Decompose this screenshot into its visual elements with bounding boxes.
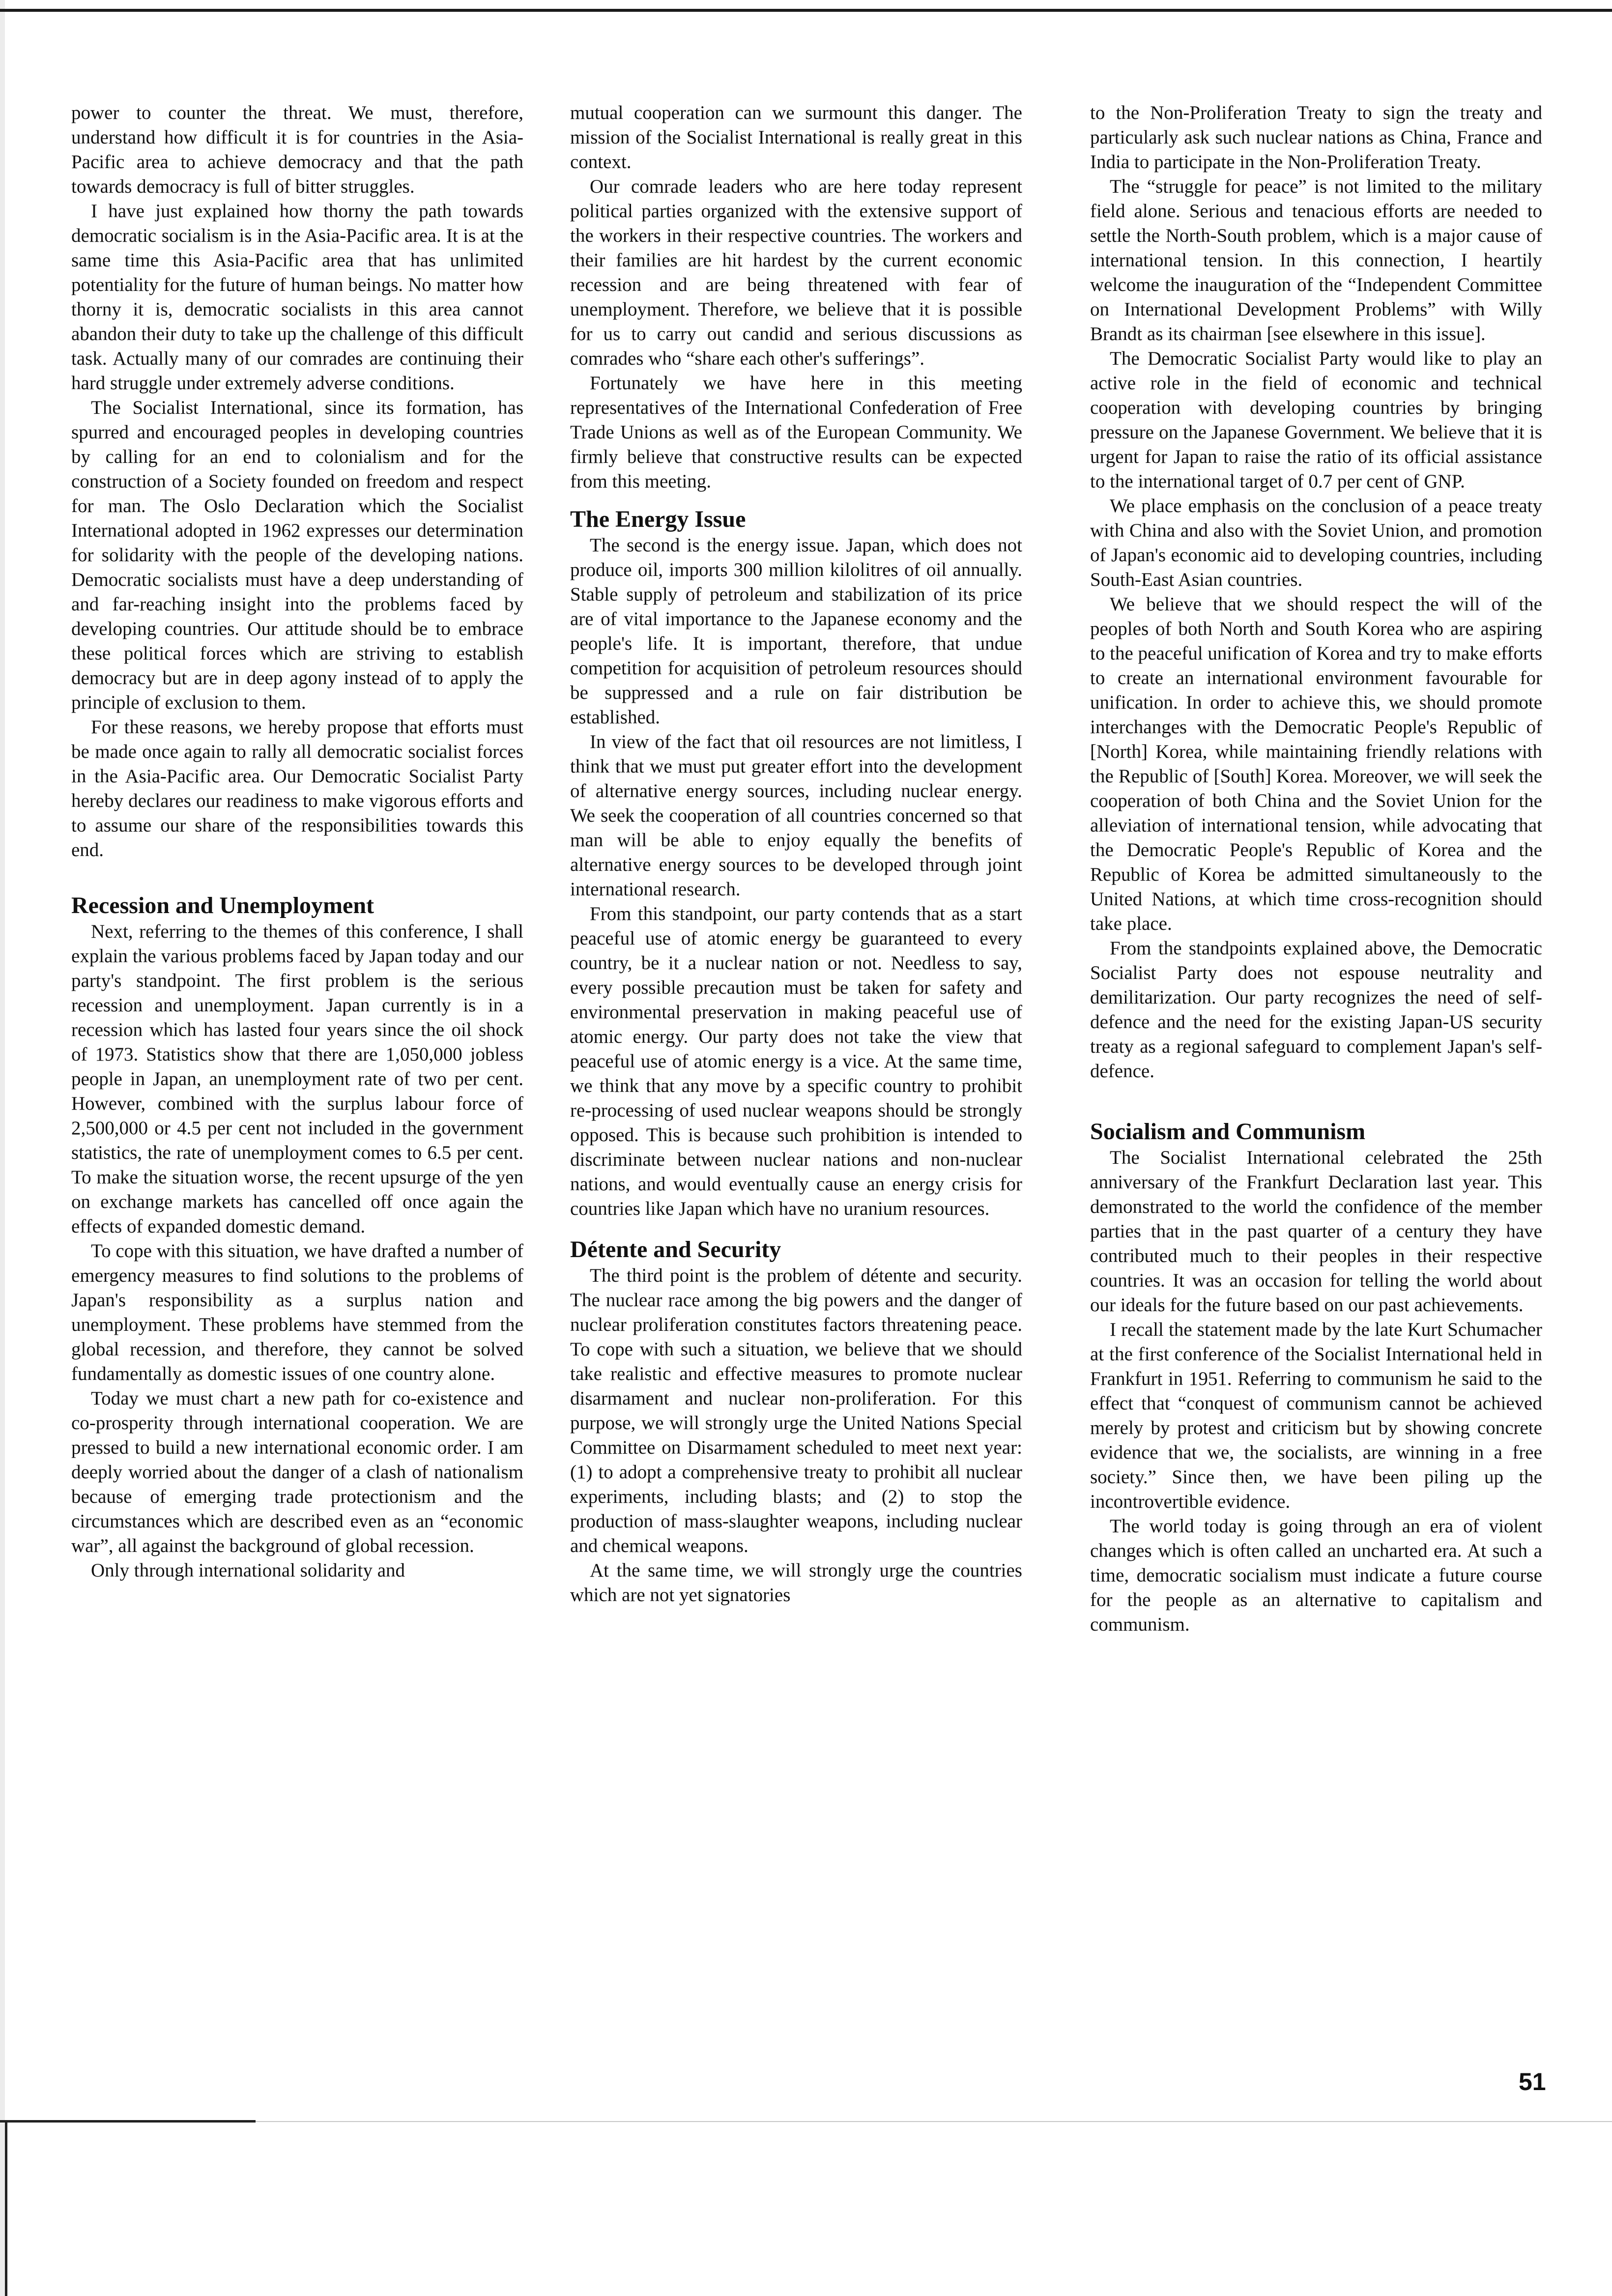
paragraph: power to counter the threat. We must, therefore, understand how difficult it is for countries in the Asia-Pacific area to achieve democracy and that the path towards democracy is full of bitter struggles. — [71, 102, 523, 197]
section-heading-socialism: Socialism and Communism — [1090, 1119, 1366, 1145]
paragraph: We place emphasis on the conclusion of a peace treaty with China and also with the Soviet Union, and promotion of Japan's economic aid to developing countries, including South-East Asian countries. — [1090, 495, 1542, 590]
paragraph: Only through international solidarity and — [91, 1560, 405, 1581]
paragraph: Next, referring to the themes of this conference, I shall explain the various problems faced by Japan today and our party's standpoint. The first problem is the serious recession and unemployment. Japan currently is in a recession which has lasted four years since the oil shock of 1973. Statistics show that there are 1,050,000 jobless people in Japan, an unemployment rate of two per cent. However, combined with the surplus labour force of 2,500,000 or 4.5 per cent not included in the government statistics, the rate of unemployment comes to 6.5 per cent. To make the situation worse, the recent upsurge of the yen on exchange markets has cancelled off once again the effects of expanded domestic demand. — [71, 921, 523, 1237]
paragraph: In view of the fact that oil resources are not limitless, I think that we must put greater effort into the development of alternative energy sources, including nuclear energy. We seek the cooperation of all countries concerned so that man will be able to enjoy equally the benefits of alternative energy sources to be developed through joint international research. — [570, 731, 1022, 900]
top-rule — [0, 9, 1612, 12]
paragraph: Our comrade leaders who are here today represent political parties organized with the extensive support of the workers in their respective countries. The workers and their families are hit hardest by the current economic recession and are being threatened with fear of unemployment. Therefore, we believe that it is possible for us to carry out candid and serious discussions as comrades who “share each other's sufferings”. — [570, 176, 1022, 369]
paragraph: to the Non-Proliferation Treaty to sign the treaty and particularly ask such nuclear nations as China, France and India to participate in the Non-Proliferation Treaty. — [1090, 102, 1542, 172]
paragraph: The Socialist International, since its formation, has spurred and encouraged peoples in developing countries by calling for an end to colonialism and for the construction of a Society founded on freedom and respect for man. The Oslo Declaration which the Socialist International adopted in 1962 expresses our determination for solidarity with the people of the developing nations. Democratic socialists must have a deep understanding of and far-reaching insight into the problems faced by developing countries. Our attitude should be to embrace these political forces which are striving to establish democracy but are in deep agony instead of to apply the principle of exclusion to them. — [71, 397, 523, 713]
paragraph: Fortunately we have here in this meeting representatives of the International Confederation of Free Trade Unions as well as of the European Community. We firmly believe that constructive results can be expected from this meeting. — [570, 373, 1022, 492]
paragraph: The third point is the problem of détente and security. The nuclear race among the big powers and the danger of nuclear proliferation constitutes factors threatening peace. To cope with such a situation, we believe that we should take realistic and effective measures to promote nuclear disarmament and nuclear non-proliferation. For this purpose, we will strongly urge the United Nations Special Committee on Disarmament scheduled to meet next year: (1) to adopt a comprehensive treaty to prohibit all nuclear experiments, including blasts; and (2) to stop the production of mass-slaughter weapons, including nuclear and chemical weapons. — [570, 1265, 1022, 1556]
section-heading-recession: Recession and Unemployment — [71, 892, 374, 918]
paragraph: From the standpoints explained above, the Democratic Socialist Party does not espouse neutrality and demilitarization. Our party recognizes the need of self-defence and the need for the existing Japan-US security treaty as a regional safeguard to complement Japan's self-defence. — [1090, 938, 1542, 1082]
spacer — [570, 494, 1022, 506]
paragraph: Today we must chart a new path for co-existence and co-prosperity through international cooperation. We are pressed to build a new international economic order. I am deeply worried about the danger of a clash of nationalism because of emerging trade protectionism and the circumstances which are described even as an “economic war”, all against the background of global recession. — [71, 1388, 523, 1556]
bottom-corner-mark — [5, 2121, 7, 2296]
paragraph: The Socialist International celebrated the 25th anniversary of the Frankfurt Declaration last year. This demonstrated to the world the confidence of the member parties that in the past quarter of a century they have contributed much to their peoples in their respective countries. It was an occasion for telling the world about our ideals for the future based on our past achievements. — [1090, 1147, 1542, 1316]
page-number: 51 — [1519, 2068, 1546, 2095]
paragraph: From this standpoint, our party contends that as a start peaceful use of atomic energy be guaranteed to every country, be it a nuclear nation or not. Needless to say, every possible precaution must be taken for safety and environmental preservation in making peaceful use of atomic energy. Our party does not take the view that peaceful use of atomic energy is a vice. At the same time, we think that any move by a specific country to prohibit re-processing of used nuclear weapons should be strongly opposed. This is because such prohibition is intended to discriminate between nuclear nations and non-nuclear nations, and would eventually cause an energy crisis for countries like Japan which have no uranium resources. — [570, 903, 1022, 1219]
paragraph: For these reasons, we hereby propose that efforts must be made once again to rally all democratic socialist forces in the Asia-Pacific area. Our Democratic Socialist Party hereby declares our readiness to make vigorous efforts and to assume our share of the responsibilities towards this end. — [71, 717, 523, 861]
column-3 — [1090, 101, 1542, 1637]
column-2 — [570, 101, 1022, 1607]
bottom-rule-dark — [0, 2120, 256, 2123]
paragraph: The “struggle for peace” is not limited to the military field alone. Serious and tenacious efforts are needed to settle the North-South problem, which is a major cause of international tension. In this connection, I heartily welcome the inauguration of the “Independent Committee on International Development Problems” with Willy Brandt as its chairman [see elsewhere in this issue]. — [1090, 176, 1542, 344]
column-1 — [71, 101, 523, 1583]
section-heading-energy: The Energy Issue — [570, 506, 746, 532]
paragraph: The second is the energy issue. Japan, which does not produce oil, imports 300 million kilolitres of oil annually. Stable supply of petroleum and stabilization of its price are of vital importance to the Japanese economy and the people's life. It is important, therefore, that undue competition for acquisition of petroleum resources should be suppressed and a rule on fair distribution be established. — [570, 535, 1022, 728]
paragraph: I have just explained how thorny the path towards democratic socialism is in the Asia-Pacific area. It is at the same time this Asia-Pacific area that has unlimited potentiality for the future of human beings. No matter how thorny it is, democratic socialists in this area cannot abandon their duty to take up the challenge of this difficult task. Actually many of our comrades are continuing their hard struggle under extremely adverse conditions. — [71, 201, 523, 394]
section-heading-detente: Détente and Security — [570, 1236, 781, 1263]
paragraph: We believe that we should respect the will of the peoples of both North and South Korea who are aspiring to the peaceful unification of Korea and try to make efforts to create an international environment favourable for unification. In order to achieve this, we should promote interchanges with the Democratic People's Republic of [North] Korea, while maintaining friendly relations with the Republic of [South] Korea. Moreover, we will seek the cooperation of both China and the Soviet Union for the alleviation of international tension, while advocating that the Democratic People's Republic of Korea and the Republic of Korea be admitted simultaneously to the United Nations, at which time cross-recognition should take place. — [1090, 594, 1542, 934]
spacer — [570, 1221, 1022, 1236]
paragraph: I recall the statement made by the late Kurt Schumacher at the first conference of the Socialist International held in Frankfurt in 1951. Referring to communism he said to the effect that “conquest of communism cannot be achieved merely by protest and criticism but by showing concrete evidence that we, the socialists, are winning in a free society.” Since then, we have been piling up the incontrovertible evidence. — [1090, 1319, 1542, 1512]
paragraph: The world today is going through an era of violent changes which is often called an uncharted era. At such a time, democratic socialism must indicate a future course for the people as an alternative to capitalism and communism. — [1090, 1516, 1542, 1635]
paragraph: At the same time, we will strongly urge the countries which are not yet signatories — [570, 1560, 1022, 1606]
paragraph: The Democratic Socialist Party would like to play an active role in the field of economic and technical cooperation with developing countries by bringing pressure on the Japanese Government. We believe that it is urgent for Japan to raise the ratio of its official assistance to the international target of 0.7 per cent of GNP. — [1090, 348, 1542, 492]
spacer — [1090, 1084, 1542, 1118]
paragraph: mutual cooperation can we surmount this danger. The mission of the Socialist International is really great in this context. — [570, 102, 1022, 172]
scan-left-edge — [0, 0, 5, 2296]
paragraph: To cope with this situation, we have drafted a number of emergency measures to find solutions to the problems of Japan's responsibility as a surplus nation and unemployment. These problems have stemmed from the global recession, and therefore, they cannot be solved fundamentally as domestic issues of one country alone. — [71, 1240, 523, 1384]
spacer — [71, 862, 523, 892]
